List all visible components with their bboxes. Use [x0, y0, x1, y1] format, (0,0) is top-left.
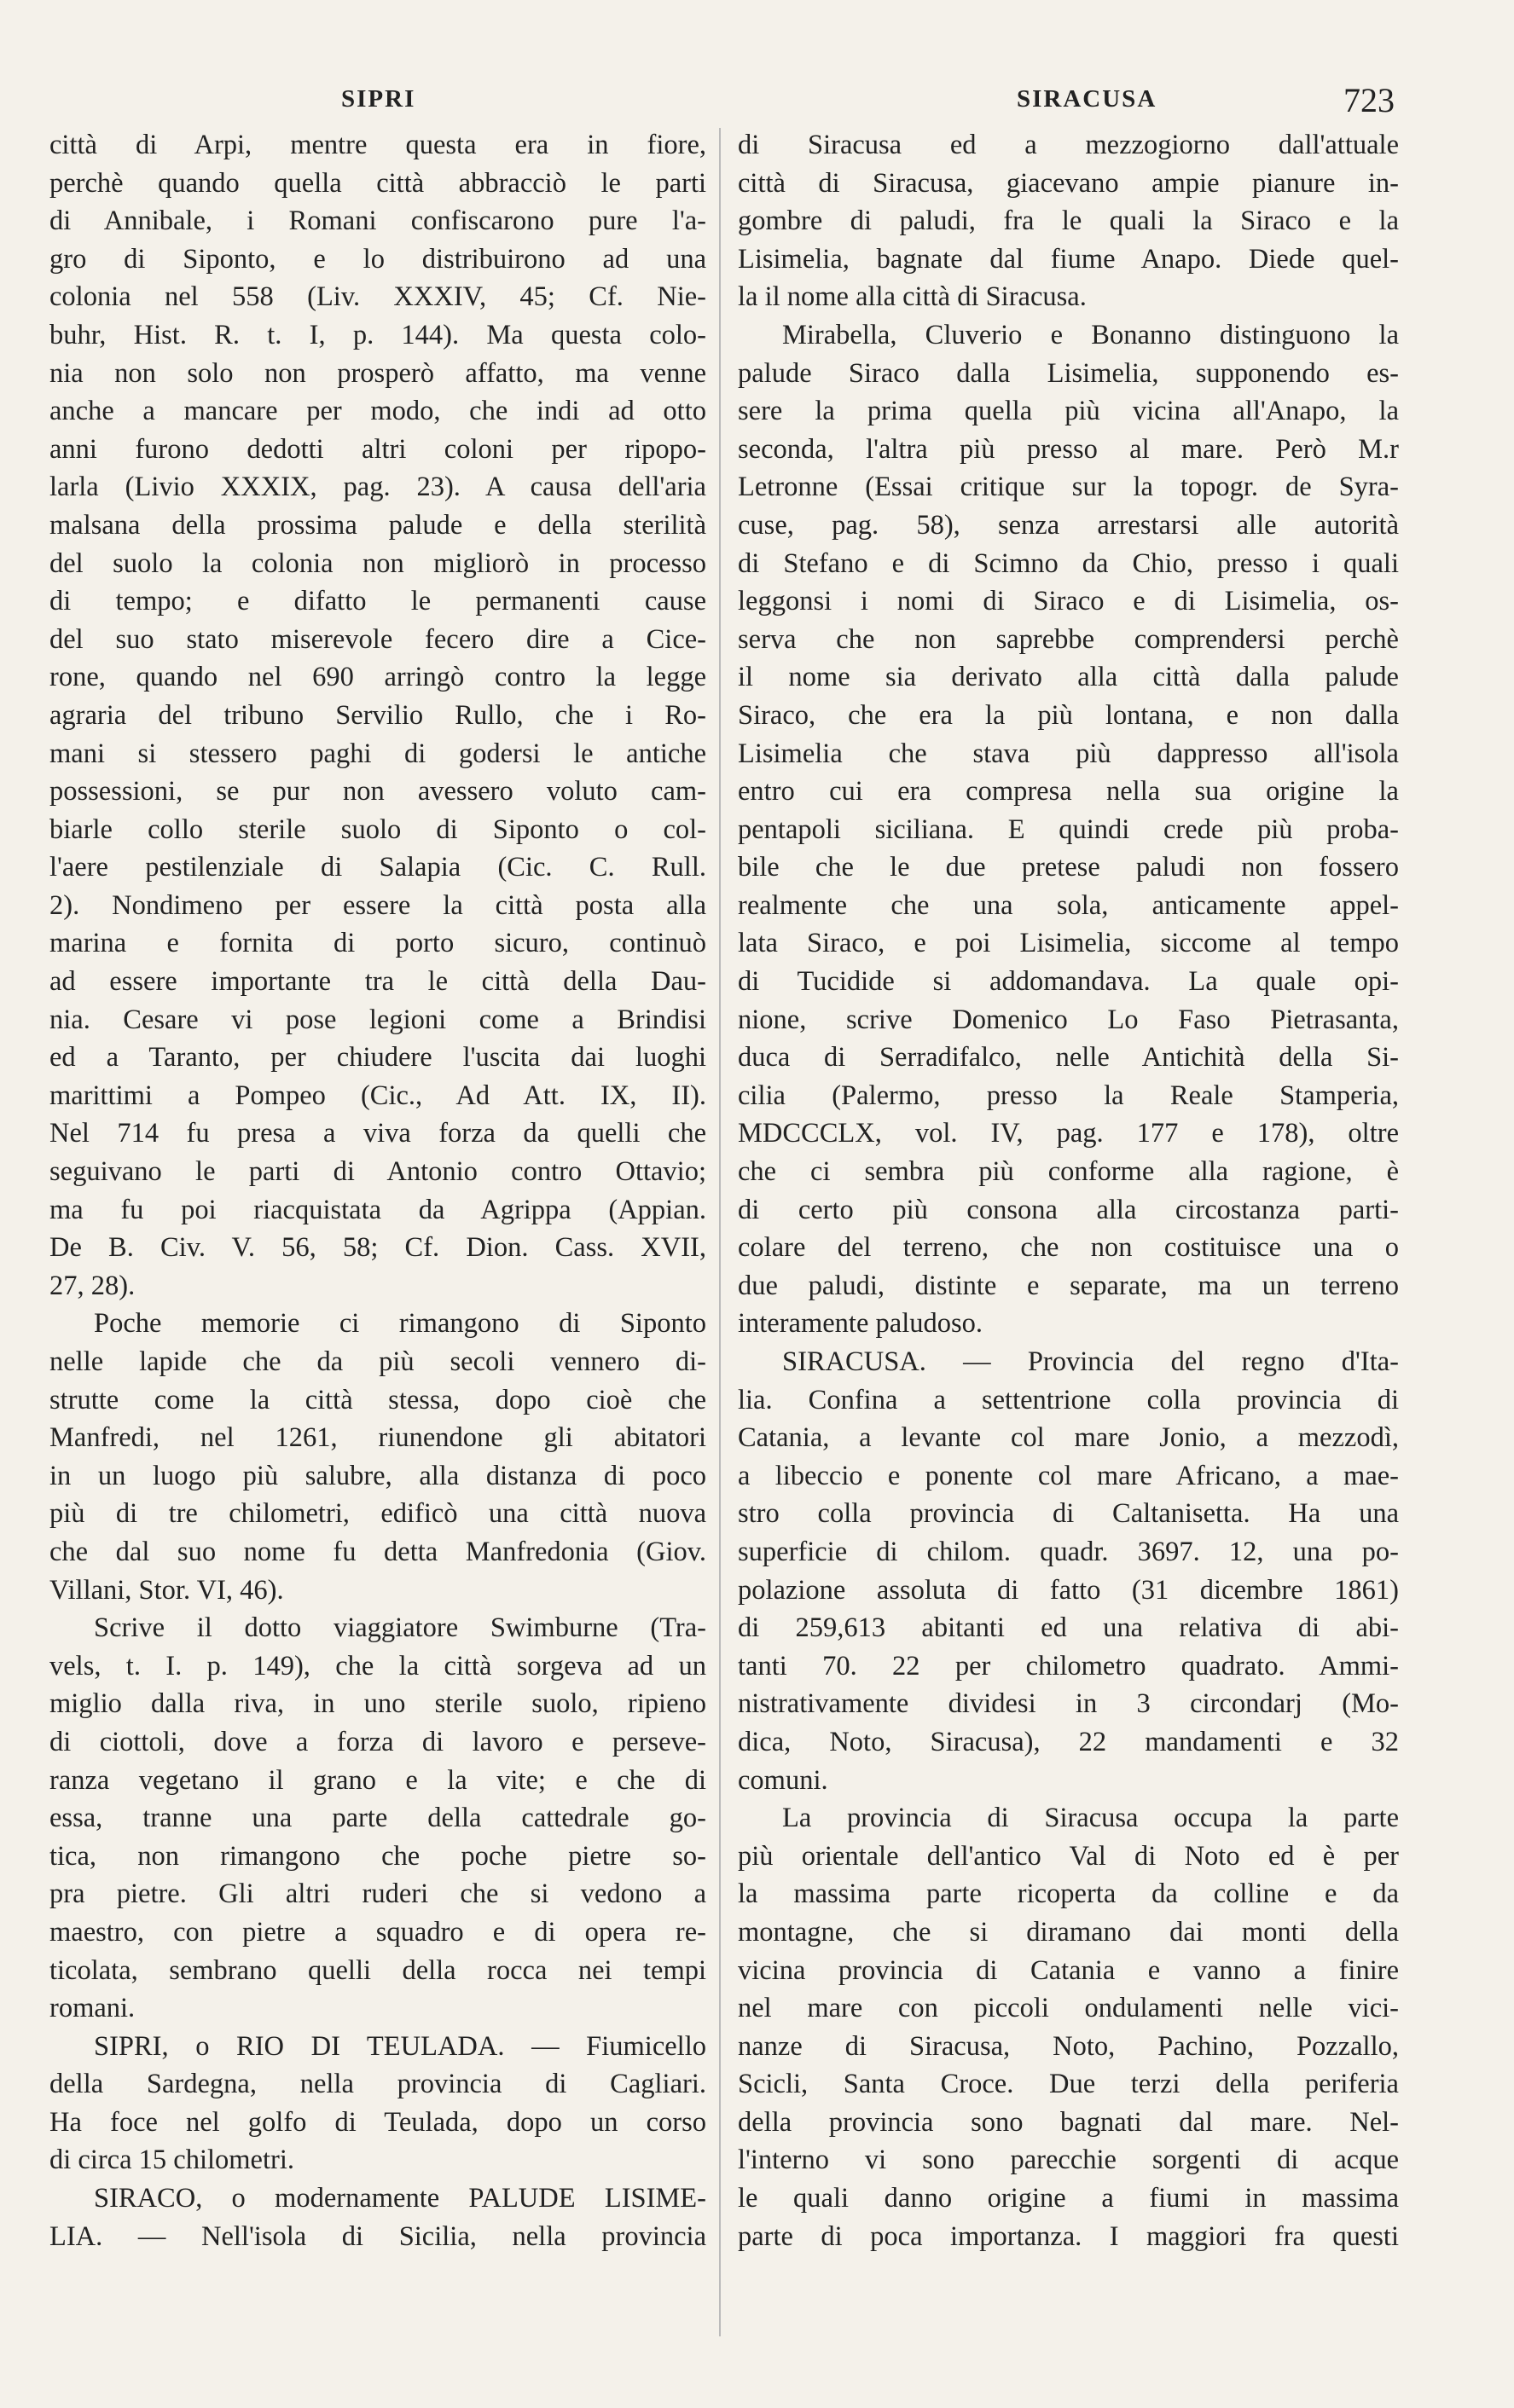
text-line: De B. Civ. V. 56, 58; Cf. Dion. Cass. XVII,	[49, 1232, 706, 1264]
text-line: ticolata, sembrano quelli della rocca nei tempi	[49, 1954, 706, 1986]
text-line: La provincia di Siracusa occupa la parte	[782, 1803, 1399, 1834]
text-line: larla (Livio XXXIX, pag. 23). A causa dell'aria	[49, 472, 706, 503]
text-line: del suolo la colonia non migliorò in processo	[49, 547, 706, 579]
text-line: seconda, l'altra più presso al mare. Però M.r	[738, 433, 1399, 465]
text-line: lata Siraco, e poi Lisimelia, siccome al tempo	[738, 928, 1399, 959]
running-head-right: SIRACUSA	[1017, 85, 1157, 113]
text-line: gro di Siponto, e lo distribuirono ad una	[49, 243, 706, 275]
text-line: MDCCCLX, vol. IV, pag. 177 e 178), oltre	[738, 1118, 1399, 1149]
text-line: nistrativamente dividesi in 3 circondarj (Mo-	[738, 1688, 1399, 1720]
text-line: LIA. — Nell'isola di Sicilia, nella provincia	[49, 2220, 706, 2252]
text-line: duca di Serradifalco, nelle Antichità della Si-	[738, 1042, 1399, 1074]
text-line: maestro, con pietre a squadro e di opera re-	[49, 1916, 706, 1948]
text-line: Lisimelia che stava più dappresso all'isola	[738, 738, 1399, 769]
text-line: ma fu poi riacquistata da Agrippa (Appian.	[49, 1194, 706, 1225]
text-line: palude Siraco dalla Lisimelia, supponendo es-	[738, 357, 1399, 389]
text-line: SIRACO, o modernamente PALUDE LISIME-	[94, 2183, 706, 2214]
text-line: rone, quando nel 690 arringò contro la legge	[49, 662, 706, 693]
text-line: di ciottoli, dove a forza di lavoro e perseve-	[49, 1726, 706, 1757]
text-line: di Stefano e di Scimno da Chio, presso i quali	[738, 547, 1399, 579]
text-line: l'interno vi sono parecchie sorgenti di acque	[738, 2145, 1399, 2176]
text-line: a libeccio e ponente col mare Africano, a mae-	[738, 1460, 1399, 1491]
text-line: montagne, che si diramano dai monti della	[738, 1916, 1399, 1948]
text-line: pra pietre. Gli altri ruderi che si vedono a	[49, 1878, 706, 1910]
text-line: strutte come la città stessa, dopo cioè che	[49, 1384, 706, 1415]
text-line: stro colla provincia di Caltanisetta. Ha una	[738, 1498, 1399, 1530]
text-line: leggonsi i nomi di Siraco e di Lisimelia, os-	[738, 586, 1399, 617]
text-line: polazione assoluta di fatto (31 dicembre 1861)	[738, 1574, 1399, 1606]
right-column	[738, 126, 1399, 2255]
text-line: realmente che una sola, anticamente appel-	[738, 889, 1399, 921]
text-line: l'aere pestilenziale di Salapia (Cic. C. Rull.	[49, 852, 706, 883]
text-line: Ha foce nel golfo di Teulada, dopo un corso	[49, 2106, 706, 2138]
text-line: città di Siracusa, giacevano ampie pianure in-	[738, 167, 1399, 199]
text-line: gombre di paludi, fra le quali la Siraco e la	[738, 205, 1399, 237]
text-line: miglio dalla riva, in uno sterile suolo, ripieno	[49, 1688, 706, 1720]
text-line: vicina provincia di Catania e vanno a finire	[738, 1954, 1399, 1986]
text-line: ed a Taranto, per chiudere l'uscita dai luoghi	[49, 1042, 706, 1074]
text-line: serva che non saprebbe comprendersi perchè	[738, 623, 1399, 655]
text-line: vels, t. I. p. 149), che la città sorgeva ad un	[49, 1650, 706, 1682]
text-line: biarle collo sterile suolo di Siponto o col-	[49, 813, 706, 845]
text-line: SIRACUSA. — Provincia del regno d'Ita-	[782, 1346, 1399, 1377]
text-line: di tempo; e difatto le permanenti cause	[49, 586, 706, 617]
text-line: del suo stato miserevole fecero dire a Cice-	[49, 623, 706, 655]
text-line: seguivano le parti di Antonio contro Ottavio;	[49, 1156, 706, 1188]
text-line: le quali danno origine a fiumi in massima	[738, 2183, 1399, 2214]
text-line: tica, non rimangono che poche pietre so-	[49, 1840, 706, 1872]
text-line: cilia (Palermo, presso la Reale Stamperia,	[738, 1080, 1399, 1111]
text-line: che dal suo nome fu detta Manfredonia (Giov.	[49, 1536, 706, 1567]
text-line: la massima parte ricoperta da colline e da	[738, 1878, 1399, 1910]
text-line: SIPRI, o RIO DI TEULADA. — Fiumicello	[94, 2030, 706, 2062]
text-line: mani si stessero paghi di godersi le antiche	[49, 738, 706, 769]
text-line: superficie di chilom. quadr. 3697. 12, una po-	[738, 1536, 1399, 1567]
text-line: Letronne (Essai critique sur la topogr. de Syra-	[738, 472, 1399, 503]
text-line: 27, 28).	[49, 1270, 136, 1301]
text-line: marittimi a Pompeo (Cic., Ad Att. IX, II).	[49, 1080, 706, 1111]
text-line: nel mare con piccoli ondulamenti nelle vici-	[738, 1993, 1399, 2024]
text-line: di Tucidide si addomandava. La quale opi-	[738, 966, 1399, 998]
text-line: nia non solo non prosperò affatto, ma venne	[49, 357, 706, 389]
text-line: della provincia sono bagnati dal mare. Nel-	[738, 2106, 1399, 2138]
text-line: nanze di Siracusa, Noto, Pachino, Pozzallo,	[738, 2030, 1399, 2062]
text-line: marina e fornita di porto sicuro, continuò	[49, 928, 706, 959]
text-line: dica, Noto, Siracusa), 22 mandamenti e 32	[738, 1726, 1399, 1757]
text-line: Siraco, che era la più lontana, e non dalla	[738, 699, 1399, 731]
text-line: Poche memorie ci rimangono di Siponto	[94, 1308, 706, 1340]
text-line: romani.	[49, 1993, 136, 2024]
text-line: ranza vegetano il grano e la vite; e che di	[49, 1764, 706, 1796]
text-line: di certo più consona alla circostanza parti-	[738, 1194, 1399, 1225]
running-head-left: SIPRI	[341, 85, 416, 113]
text-line: ad essere importante tra le città della Dau-	[49, 966, 706, 998]
page-number: 723	[1343, 81, 1395, 119]
text-line: 2). Nondimeno per essere la città posta alla	[49, 889, 706, 921]
text-line: Nel 714 fu presa a viva forza da quelli che	[49, 1118, 706, 1149]
text-line: che ci sembra più conforme alla ragione, è	[738, 1156, 1399, 1188]
text-line: Scrive il dotto viaggiatore Swimburne (Tra-	[94, 1612, 706, 1644]
text-line: lia. Confina a settentrione colla provincia di	[738, 1384, 1399, 1415]
text-line: della Sardegna, nella provincia di Cagliari.	[49, 2069, 706, 2100]
text-line: Manfredi, nel 1261, riunendone gli abitatori	[49, 1422, 706, 1454]
text-line: malsana della prossima palude e della sterilità	[49, 509, 706, 541]
text-line: di Siracusa ed a mezzogiorno dall'attuale	[738, 130, 1399, 160]
text-line: nia. Cesare vi pose legioni come a Brindisi	[49, 1004, 706, 1035]
text-line: in un luogo più salubre, alla distanza di poco	[49, 1460, 706, 1491]
text-line: colonia nel 558 (Liv. XXXIV, 45; Cf. Nie-	[49, 281, 706, 313]
text-line: Mirabella, Cluverio e Bonanno distinguono la	[782, 319, 1399, 350]
left-column	[49, 126, 706, 2255]
text-line: bile che le due pretese paludi non fossero	[738, 852, 1399, 883]
text-line: interamente paludoso.	[738, 1308, 983, 1340]
text-line: più di tre chilometri, edificò una città nuova	[49, 1498, 706, 1530]
text-line: città di Arpi, mentre questa era in fiore,	[49, 130, 706, 160]
text-line: Catania, a levante col mare Jonio, a mezzodì,	[738, 1422, 1399, 1454]
text-line: nione, scrive Domenico Lo Faso Pietrasanta,	[738, 1004, 1399, 1035]
text-line: di Annibale, i Romani confiscarono pure l'a-	[49, 205, 706, 237]
text-line: Lisimelia, bagnate dal fiume Anapo. Diede quel-	[738, 243, 1399, 275]
text-line: perchè quando quella città abbracciò le parti	[49, 167, 706, 199]
text-line: anni furono dedotti altri coloni per ripopo-	[49, 433, 706, 465]
text-line: tanti 70. 22 per chilometro quadrato. Ammi-	[738, 1650, 1399, 1682]
text-line: comuni.	[738, 1764, 828, 1796]
text-line: di 259,613 abitanti ed una relativa di abi-	[738, 1612, 1399, 1644]
text-line: sere la prima quella più vicina all'Anapo, la	[738, 396, 1399, 427]
text-line: pentapoli siciliana. E quindi crede più proba-	[738, 813, 1399, 845]
text-line: anche a mancare per modo, che indi ad otto	[49, 396, 706, 427]
text-line: Villani, Stor. VI, 46).	[49, 1574, 284, 1606]
text-line: più orientale dell'antico Val di Noto ed è per	[738, 1840, 1399, 1872]
text-line: buhr, Hist. R. t. I, p. 144). Ma questa colo-	[49, 319, 706, 350]
text-line: colare del terreno, che non costituisce una o	[738, 1232, 1399, 1264]
text-line: entro cui era compresa nella sua origine la	[738, 776, 1399, 807]
text-line: due paludi, distinte e separate, ma un terreno	[738, 1270, 1399, 1301]
text-line: parte di poca importanza. I maggiori fra questi	[738, 2220, 1399, 2252]
text-line: essa, tranne una parte della cattedrale go-	[49, 1803, 706, 1834]
text-line: Scicli, Santa Croce. Due terzi della periferia	[738, 2069, 1399, 2100]
text-line: cuse, pag. 58), senza arrestarsi alle autorità	[738, 509, 1399, 541]
text-line: la il nome alla città di Siracusa.	[738, 281, 1087, 313]
text-line: di circa 15 chilometri.	[49, 2145, 294, 2176]
text-line: il nome sia derivato alla città dalla palude	[738, 662, 1399, 693]
text-line: nelle lapide che da più secoli vennero di-	[49, 1346, 706, 1377]
column-divider	[719, 128, 721, 2336]
text-line: possessioni, se pur non avessero voluto cam-	[49, 776, 706, 807]
text-line: agraria del tribuno Servilio Rullo, che i Ro-	[49, 699, 706, 731]
